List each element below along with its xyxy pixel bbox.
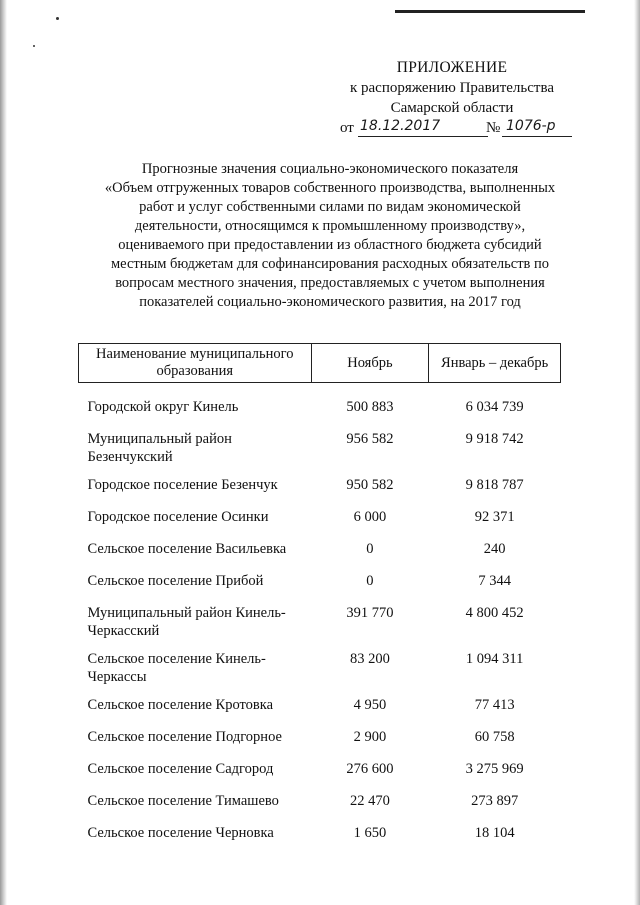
number-label: №: [486, 120, 501, 136]
row-november: 22 470: [349, 793, 390, 809]
row-jan-dec: 18 104: [474, 825, 515, 841]
row-november: 950 582: [346, 477, 394, 493]
row-november: 391 770: [346, 605, 394, 621]
heading-line: деятельности, относящимся к промышленному производству»,: [134, 218, 526, 234]
row-jan-dec: 4 800 452: [465, 605, 524, 621]
appendix-title: ПРИЛОЖЕНИЕ: [396, 59, 508, 76]
row-name: Сельское поселение Прибой: [87, 573, 264, 589]
row-name: Сельское поселение Кинель-Черкассы: [87, 651, 266, 685]
row-november: 0: [366, 573, 374, 589]
heading-line: местным бюджетам для софинансирования расходных обязательств по: [110, 256, 550, 272]
row-jan-dec: 240: [483, 541, 506, 557]
table-row: [79, 824, 561, 856]
heading-line: «Объем отгруженных товаров собственного производства, выполненных: [104, 180, 556, 196]
row-november: 1 650: [353, 825, 387, 841]
appendix-block: [330, 58, 574, 140]
table-row: [79, 398, 561, 430]
header-november: Ноябрь: [311, 344, 429, 383]
table-header-row: [79, 344, 561, 383]
indicator-table: [78, 343, 561, 856]
scan-right-edge: [634, 0, 640, 905]
heading-line: оцениваемого при предоставлении из областного бюджета субсидий: [118, 237, 542, 253]
table-row: [79, 540, 561, 572]
row-november: 276 600: [346, 761, 394, 777]
row-name: Сельское поселение Кротовка: [87, 697, 274, 713]
table-row: [79, 476, 561, 508]
row-name: Сельское поселение Подгорное: [87, 729, 282, 745]
row-november: 4 950: [353, 697, 387, 713]
header-municipality: Наименование муниципального образования: [79, 344, 312, 383]
date-value: 18.12.2017: [360, 118, 441, 134]
heading-line: вопросам местного значения, предоставляемых с учетом выполнения: [115, 275, 545, 291]
scan-speck: [56, 17, 59, 20]
row-jan-dec: 273 897: [471, 793, 519, 809]
scan-speck: [33, 45, 35, 47]
table-row: [79, 604, 561, 650]
row-jan-dec: 9 918 742: [465, 431, 524, 447]
heading-line: показателей социально-экономического развития, на 2017 год: [139, 294, 521, 310]
row-november: 2 900: [353, 729, 387, 745]
row-jan-dec: 92 371: [474, 509, 515, 525]
row-name: Сельское поселение Черновка: [87, 825, 274, 841]
table-row: [79, 696, 561, 728]
row-november: 6 000: [353, 509, 387, 525]
table-row: [79, 650, 561, 696]
table-row: [79, 760, 561, 792]
row-november: 0: [366, 541, 374, 557]
row-jan-dec: 1 094 311: [465, 651, 524, 667]
table-row: [79, 792, 561, 824]
row-jan-dec: 6 034 739: [465, 399, 524, 415]
table-row: [79, 728, 561, 760]
row-november: 956 582: [346, 431, 394, 447]
row-name: Сельское поселение Садгород: [87, 761, 274, 777]
row-jan-dec: 3 275 969: [465, 761, 524, 777]
scan-top-mark: [395, 10, 585, 13]
number-value: 1076-р: [506, 118, 556, 134]
appendix-line-2: Самарской области: [390, 100, 514, 116]
row-name: Городской округ Кинель: [87, 399, 239, 415]
row-november: 500 883: [346, 399, 394, 415]
row-jan-dec: 77 413: [474, 697, 515, 713]
row-jan-dec: 60 758: [474, 729, 515, 745]
date-underline: [358, 136, 488, 137]
heading-line: Прогнозные значения социально-экономического показателя: [141, 161, 519, 177]
row-name: Муниципальный район Безенчукский: [87, 431, 232, 465]
header-jan-dec: Январь – декабрь: [429, 344, 561, 383]
table-row: [79, 430, 561, 476]
row-name: Муниципальный район Кинель-Черкасский: [87, 605, 286, 639]
scan-left-edge: [0, 0, 7, 905]
row-jan-dec: 7 344: [478, 573, 511, 589]
date-number-line: [330, 118, 574, 140]
table-row: [79, 572, 561, 604]
row-name: Сельское поселение Тимашево: [87, 793, 279, 809]
date-label: от: [340, 120, 354, 136]
heading-line: работ и услуг собственными силами по видам экономической: [139, 199, 521, 215]
row-november: 83 200: [349, 651, 390, 667]
row-jan-dec: 9 818 787: [465, 477, 524, 493]
row-name: Сельское поселение Васильевка: [87, 541, 287, 557]
document-heading: [70, 160, 590, 312]
appendix-line-1: к распоряжению Правительства: [349, 80, 554, 96]
number-underline: [502, 136, 572, 137]
row-name: Городское поселение Безенчук: [87, 477, 278, 493]
table-row: [79, 508, 561, 540]
row-name: Городское поселение Осинки: [87, 509, 269, 525]
